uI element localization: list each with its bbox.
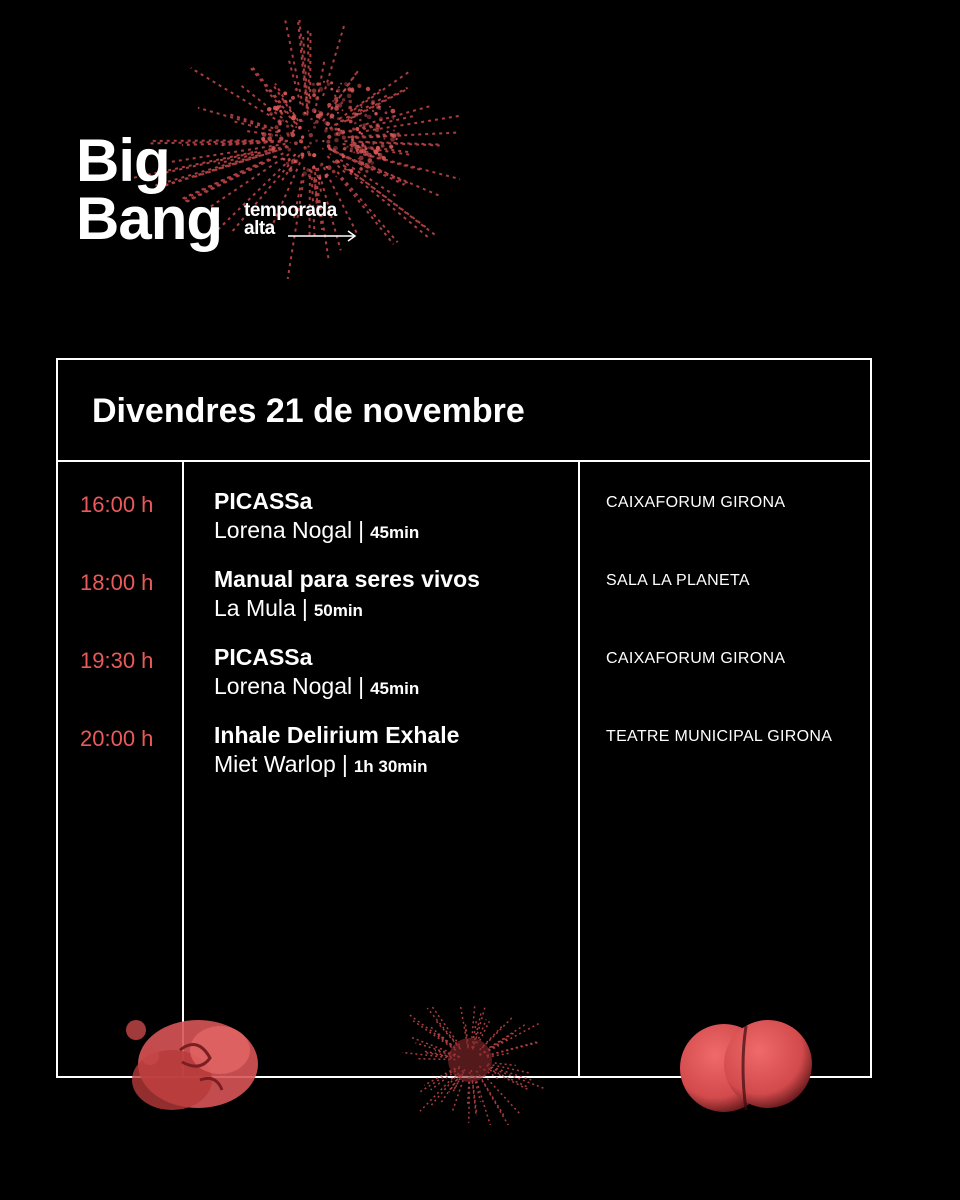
event-time: 18:00 h — [80, 570, 154, 595]
event-duration: 45min — [370, 679, 420, 698]
separator: | — [358, 673, 365, 699]
separator: | — [358, 517, 365, 543]
event-time: 20:00 h — [80, 726, 154, 751]
logo-line-1: Big — [76, 127, 170, 194]
arrow-right-icon — [288, 230, 358, 242]
event-artist-line — [214, 595, 363, 622]
event-artist-line — [214, 673, 419, 700]
event-row — [58, 488, 870, 558]
event-time: 16:00 h — [80, 492, 154, 517]
burst-decoration-bottom — [395, 1005, 545, 1125]
event-artist: Lorena Nogal — [214, 517, 353, 543]
event-title: PICASSa — [214, 644, 313, 670]
separator: | — [341, 751, 348, 777]
event-venue: TEATRE MUNICIPAL GIRONA — [606, 728, 833, 745]
smoke-blob-decoration — [110, 1010, 270, 1120]
separator: | — [301, 595, 308, 621]
event-title: Inhale Delirium Exhale — [214, 722, 460, 748]
schedule-table — [56, 358, 872, 1078]
event-title: PICASSa — [214, 488, 313, 514]
event-artist: La Mula — [214, 595, 296, 621]
sphere-blob-decoration — [676, 1012, 816, 1122]
event-artist-line — [214, 751, 428, 778]
event-time: 19:30 h — [80, 648, 154, 673]
logo-line-2: Bang — [76, 185, 222, 252]
event-venue: CAIXAFORUM GIRONA — [606, 650, 786, 667]
logo-subtitle-line-2: alta — [244, 218, 275, 239]
logo-subtitle-line-1: temporada — [244, 200, 337, 221]
event-venue: CAIXAFORUM GIRONA — [606, 494, 786, 511]
event-row — [58, 566, 870, 636]
event-title: Manual para seres vivos — [214, 566, 480, 592]
event-artist: Lorena Nogal — [214, 673, 353, 699]
big-bang-logo — [76, 127, 337, 252]
event-artist-line — [214, 517, 419, 544]
event-duration: 50min — [313, 601, 363, 620]
event-duration: 45min — [370, 523, 420, 542]
schedule-header — [58, 360, 870, 462]
event-duration: 1h 30min — [353, 757, 428, 776]
event-venue: SALA LA PLANETA — [606, 572, 750, 589]
event-row — [58, 722, 870, 792]
event-row — [58, 644, 870, 714]
event-artist: Miet Warlop — [214, 751, 336, 777]
schedule-date: Divendres 21 de novembre — [92, 392, 525, 430]
